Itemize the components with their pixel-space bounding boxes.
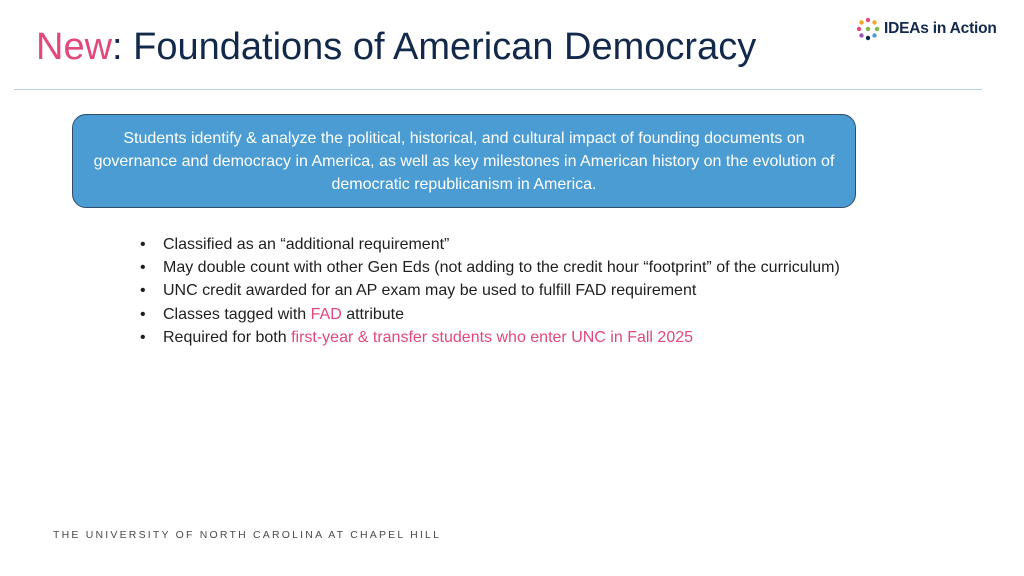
title-accent: New [36,26,113,68]
list-item-text: Required for both [163,328,292,346]
summary-box [72,114,856,208]
list-item [140,256,840,279]
title-rest: : Foundations of American Democracy [112,26,757,68]
list-item-text: May double count with other Gen Eds (not adding to the credit hour “footprint” of the curriculum) [163,259,840,277]
bullet-marker: • [140,282,146,300]
list-item [140,303,840,326]
bullet-list [140,233,840,349]
list-item-text: UNC credit awarded for an AP exam may be used to fulfill FAD requirement [163,282,697,300]
list-item [140,326,840,349]
cohort-highlight: first-year & transfer students who enter UNC in Fall 2025 [291,328,694,346]
bullet-marker: • [140,305,146,323]
logo-text: IDEAs in Action [884,20,997,37]
list-item [140,279,840,302]
list-item-text: Classified as an “additional requirement” [163,236,450,253]
bullet-marker: • [140,259,146,277]
ideas-in-action-logo [856,16,997,42]
header-divider [14,89,982,90]
fad-highlight: FAD [310,305,342,323]
list-item [140,233,840,256]
bullet-marker: • [140,236,146,253]
dotted-circle-logo-icon [856,17,880,41]
summary-text: Students identify & analyze the political, historical, and cultural impact of founding documents on governance and democracy in America, as well as key milestones in American history on the evolution of democratic republicanism in America. [93,129,835,193]
list-item-text: Classes tagged with [163,305,311,323]
university-footer: THE UNIVERSITY OF NORTH CAROLINA AT CHAPEL HILL [53,529,442,541]
slide-title [36,26,756,69]
bullet-marker: • [140,328,146,346]
list-item-text: attribute [341,305,405,323]
